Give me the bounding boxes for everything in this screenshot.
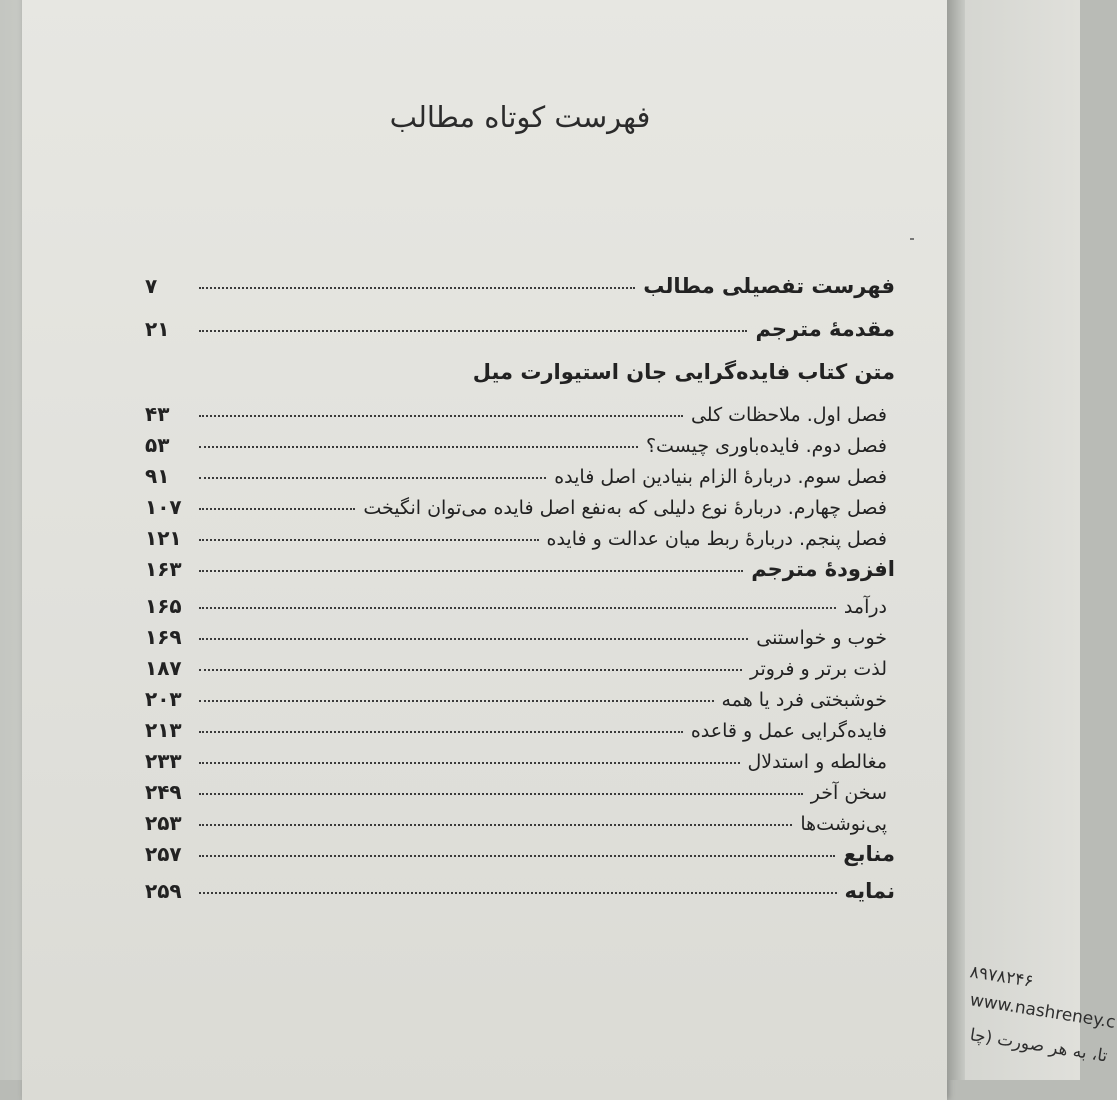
toc-entry-label: درآمد xyxy=(843,596,887,618)
toc-entry-chapter-3 xyxy=(145,464,895,495)
toc-leader-dots xyxy=(199,762,740,764)
toc-entry-page: ۲۵۷ xyxy=(145,842,182,866)
toc-entry-final-word xyxy=(145,780,895,811)
toc-entry-fallacy xyxy=(145,749,895,780)
toc-leader-dots xyxy=(199,855,835,857)
toc-heading-main-text xyxy=(145,360,895,402)
toc-entry-label: فصل پنجم. دربارهٔ ربط میان عدالت و فایده xyxy=(546,528,887,550)
toc-leader-dots xyxy=(199,892,837,894)
toc-leader-dots xyxy=(199,607,836,609)
toc-entry-label: افزودهٔ مترجم xyxy=(751,557,895,581)
toc-entry-label: لذت برتر و فروتر xyxy=(750,658,887,680)
toc-entry-label: فایده‌گرایی عمل و قاعده xyxy=(690,720,887,742)
toc-leader-dots xyxy=(199,330,747,332)
toc-entry-higher-lower-pleasure xyxy=(145,656,895,687)
table-of-contents xyxy=(145,274,895,916)
toc-entry-page: ۴۳ xyxy=(145,402,170,426)
toc-entry-label: خوشبختی فرد یا همه xyxy=(721,689,887,711)
toc-entry-chapter-1 xyxy=(145,402,895,433)
toc-entry-label: فصل سوم. دربارهٔ الزام بنیادین اصل فایده xyxy=(554,466,887,488)
adjacent-page-note: تا، به هر صورت (چا xyxy=(968,1025,1109,1067)
toc-leader-dots xyxy=(199,415,683,417)
toc-leader-dots xyxy=(199,669,742,671)
toc-entry-page: ۱۰۷ xyxy=(145,495,182,519)
toc-entry-act-rule xyxy=(145,718,895,749)
toc-entry-page: ۲۰۳ xyxy=(145,687,182,711)
toc-entry-label: فهرست تفصیلی مطالب xyxy=(643,274,895,298)
toc-entry-introduction xyxy=(145,594,895,625)
adjacent-page xyxy=(965,0,1080,1080)
toc-leader-dots xyxy=(199,793,803,795)
toc-entry-label: فصل دوم. فایده‌باوری چیست؟ xyxy=(645,435,887,457)
toc-heading-label: متن کتاب فایده‌گرایی جان استیوارت میل xyxy=(472,360,895,384)
toc-entry-page: ۱۲۱ xyxy=(145,526,182,550)
toc-entry-page: ۱۸۷ xyxy=(145,656,182,680)
toc-leader-dots xyxy=(199,508,355,510)
page-title: فهرست کوتاه مطالب xyxy=(389,100,651,134)
toc-leader-dots xyxy=(199,570,743,572)
toc-entry-page: ۱۶۳ xyxy=(145,557,182,581)
toc-entry-translator-addendum xyxy=(145,557,895,594)
toc-entry-good-desirable xyxy=(145,625,895,656)
toc-leader-dots xyxy=(199,700,714,702)
toc-entry-page: ۱۶۹ xyxy=(145,625,182,649)
toc-entry-chapter-5 xyxy=(145,526,895,557)
toc-entry-translator-intro xyxy=(145,317,895,354)
toc-leader-dots xyxy=(199,824,792,826)
toc-entry-sources xyxy=(145,842,895,879)
toc-leader-dots xyxy=(199,731,683,733)
toc-entry-label: مغالطه و استدلال xyxy=(747,751,887,773)
toc-entry-index xyxy=(145,879,895,916)
toc-entry-page: ۲۱۳ xyxy=(145,718,182,742)
toc-entry-page: ۲۵۹ xyxy=(145,879,182,903)
toc-leader-dots xyxy=(199,539,539,541)
toc-leader-dots xyxy=(199,638,748,640)
toc-entry-label: فصل اول. ملاحظات کلی xyxy=(690,404,887,426)
book-gutter xyxy=(947,0,965,1080)
toc-entry-chapter-4 xyxy=(145,495,895,526)
toc-entry-label: نمایه xyxy=(844,879,895,903)
toc-entry-label: پی‌نوشت‌ها xyxy=(800,813,887,835)
toc-entry-label: فصل چهارم. دربارهٔ نوع دلیلی که به‌نفع اصل فایده می‌توان انگیخت xyxy=(363,497,887,519)
toc-leader-dots xyxy=(199,477,546,479)
adjacent-page-url: www.nashreney.c xyxy=(968,990,1117,1033)
toc-entry-page: ۲۳۳ xyxy=(145,749,182,773)
toc-entry-label: سخن آخر xyxy=(810,782,887,804)
toc-entry-page: ۹۱ xyxy=(145,464,170,488)
toc-entry-page: ۲۱ xyxy=(145,317,170,341)
toc-entry-page: ۱۶۵ xyxy=(145,594,182,618)
toc-entry-label: مقدمهٔ مترجم xyxy=(755,317,895,341)
toc-entry-happiness xyxy=(145,687,895,718)
toc-entry-page: ۲۵۳ xyxy=(145,811,182,835)
adjacent-page-phone: ۸۹۷۸۲۴۶ xyxy=(968,962,1035,992)
toc-entry-label: منابع xyxy=(843,842,895,866)
toc-entry-chapter-2 xyxy=(145,433,895,464)
toc-entry-label: خوب و خواستنی xyxy=(756,627,887,649)
toc-entry-page: ۷ xyxy=(145,274,158,298)
toc-entry-detailed-contents xyxy=(145,274,895,311)
toc-entry-page: ۵۳ xyxy=(145,433,170,457)
toc-entry-page: ۲۴۹ xyxy=(145,780,182,804)
toc-leader-dots xyxy=(199,287,635,289)
page-speck xyxy=(910,238,914,240)
toc-leader-dots xyxy=(199,446,638,448)
toc-entry-notes xyxy=(145,811,895,842)
